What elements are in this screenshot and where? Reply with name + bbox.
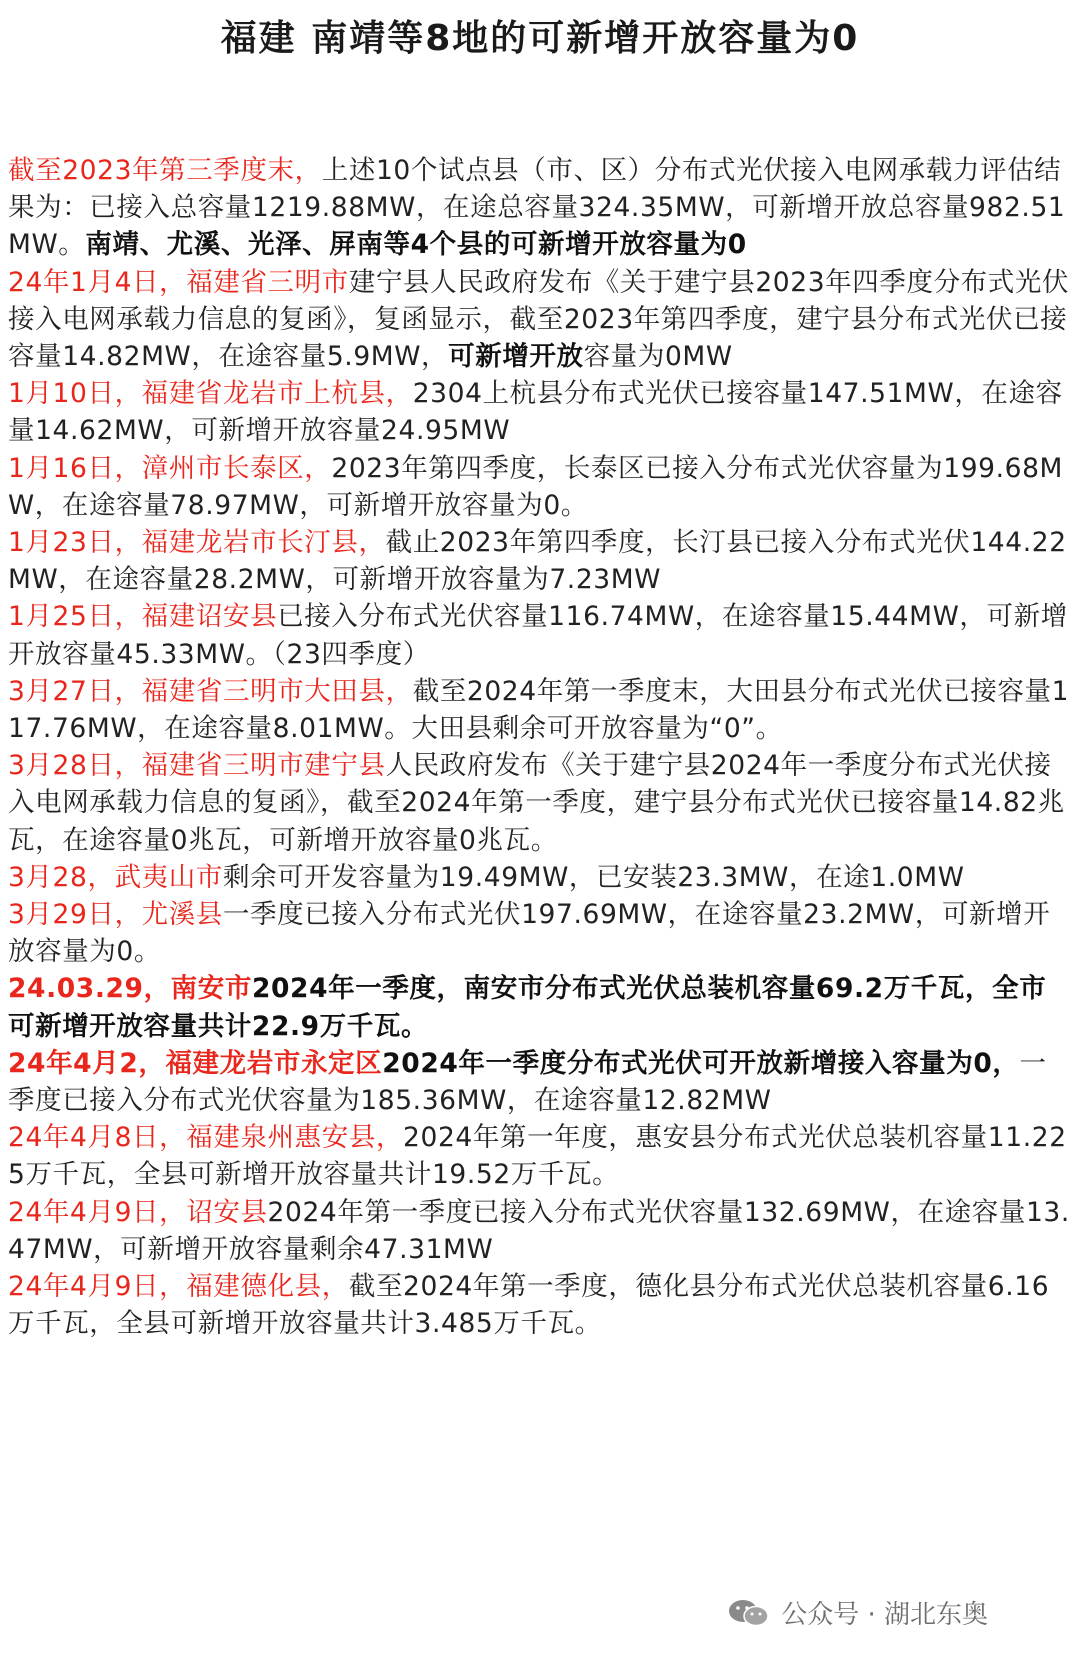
- news-entry: [8, 1194, 1070, 1268]
- entry-segment: 1月10日，福建省龙岩市上杭县，: [8, 378, 413, 410]
- entry-segment: 南靖、尤溪、光泽、屏南等4个县的可新增开放容量为0: [85, 229, 747, 261]
- entry-segment: 一季度已接入分布式光伏197.69MW，在途容量23.2MW，可新增开放容量为0。: [8, 899, 1051, 968]
- entry-segment: 截止2023年第四季度，长汀县已接入分布式光伏144.22MW，在途容量28.2MW，可新增开放容量为7.23MW: [8, 527, 1067, 596]
- entry-segment: 3月28，武夷山市: [8, 861, 223, 893]
- news-entry: [8, 673, 1070, 747]
- news-entry: [8, 450, 1070, 524]
- news-entry: [8, 152, 1070, 264]
- entry-segment: 1月25日，福建诏安县: [8, 601, 278, 633]
- entry-segment: 24年4月8日，福建泉州惠安县，: [8, 1122, 404, 1154]
- news-entry: [8, 896, 1070, 970]
- entry-segment: 2304上杭县分布式光伏已接容量147.51MW，在途容量14.62MW，可新增开放容量24.95MW: [8, 378, 1063, 447]
- entry-segment: 截至2024年第一季度，德化县分布式光伏总装机容量6.16万千瓦，全县可新增开放容量共计3.485万千瓦。: [8, 1271, 1050, 1340]
- news-entry: [8, 598, 1070, 672]
- news-entry: [8, 747, 1070, 859]
- entry-segment: 截至2024年第一季度末，大田县分布式光伏已接容量117.76MW，在途容量8.01MW。大田县剩余可开放容量为“0”。: [8, 675, 1070, 745]
- entry-segment: 1月16日，漳州市长泰区，: [8, 452, 332, 484]
- entry-segment: 截至2023年第三季度末，: [8, 155, 322, 186]
- news-entry: [8, 859, 1070, 896]
- entry-segment: 一季度已接入分布式光伏容量为185.36MW，在途容量12.82MW: [8, 1047, 1047, 1117]
- news-entry: [8, 1045, 1070, 1119]
- entry-segment: 3月29日，尤溪县: [8, 899, 223, 931]
- entry-segment: 3月27日，福建省三明市大田县，: [8, 675, 413, 707]
- entry-segment: 人民政府发布《关于建宁县2024年一季度分布式光伏接入电网承载力信息的复函》，截至2024年第一季度，建宁县分布式光伏已接容量14.82兆瓦，在途容量0兆瓦，可新增开放容量0兆瓦。: [8, 750, 1065, 856]
- entry-segment: 24年4月9日，福建德化县，: [8, 1271, 349, 1303]
- entry-segment: 1月23日，福建龙岩市长汀县，: [8, 527, 386, 559]
- watermark: [727, 1594, 988, 1631]
- news-entry: [8, 970, 1070, 1044]
- entry-segment: 24年4月9日，诏安县: [8, 1196, 268, 1228]
- entry-segment: 上述10个试点县（市、区）分布式光伏接入电网承载力评估结果为：已接入总容量1219.88MW，在途总容量324.35MW，可新增开放总容量982.51MW。: [8, 155, 1066, 261]
- entry-segment: 已接入分布式光伏容量116.74MW，在途容量15.44MW，可新增开放容量45.33MW。（23四季度）: [8, 601, 1068, 670]
- news-entry: [8, 375, 1070, 449]
- entry-segment: 剩余可开发容量为19.49MW，已安装23.3MW，在途1.0MW: [222, 861, 965, 893]
- wechat-icon: [727, 1598, 771, 1628]
- entry-segment: 2024年一季度，南安市分布式光伏总装机容量69.2万千瓦，全市可新增开放容量共计22.9万千瓦。: [8, 973, 1047, 1042]
- entry-segment: 24.03.29，南安市: [8, 973, 252, 1005]
- watermark-text: 公众号 · 湖北东奥: [781, 1600, 988, 1630]
- article-body: [8, 152, 1070, 1343]
- news-entry: [8, 1119, 1070, 1193]
- news-entry: [8, 1268, 1070, 1342]
- entry-segment: 建宁县人民政府发布《关于建宁县2023年四季度分布式光伏接入电网承载力信息的复函》，复函显示，截至2023年第四季度，建宁县分布式光伏已接容量14.82MW，在途容量5.9MW，: [8, 266, 1070, 373]
- entry-segment: 24年1月4日，福建省三明市: [8, 266, 349, 298]
- entry-segment: 2024年一季度分布式光伏可开放新增接入容量为0，: [382, 1047, 1020, 1079]
- entry-segment: 2024年第一年度，惠安县分布式光伏总装机容量11.225万千瓦，全县可新增开放容量共计19.52万千瓦。: [8, 1122, 1067, 1191]
- entry-segment: 可新增开放: [448, 341, 584, 373]
- entry-segment: 3月28日，福建省三明市建宁县: [8, 750, 386, 782]
- page-title: 福建 南靖等8地的可新增开放容量为0: [220, 18, 860, 59]
- entry-segment: 24年4月2，福建龙岩市永定区: [8, 1047, 383, 1079]
- entry-segment: 2024年第一季度已接入分布式光伏容量132.69MW，在途容量13.47MW，可新增开放容量剩余47.31MW: [8, 1196, 1070, 1265]
- entry-segment: 2023年第四季度，长泰区已接入分布式光伏容量为199.68MW，在途容量78.97MW，可新增开放容量为0。: [8, 452, 1064, 521]
- news-entry: [8, 524, 1070, 598]
- entry-segment: 容量为0MW: [583, 341, 733, 373]
- news-entry: [8, 264, 1070, 376]
